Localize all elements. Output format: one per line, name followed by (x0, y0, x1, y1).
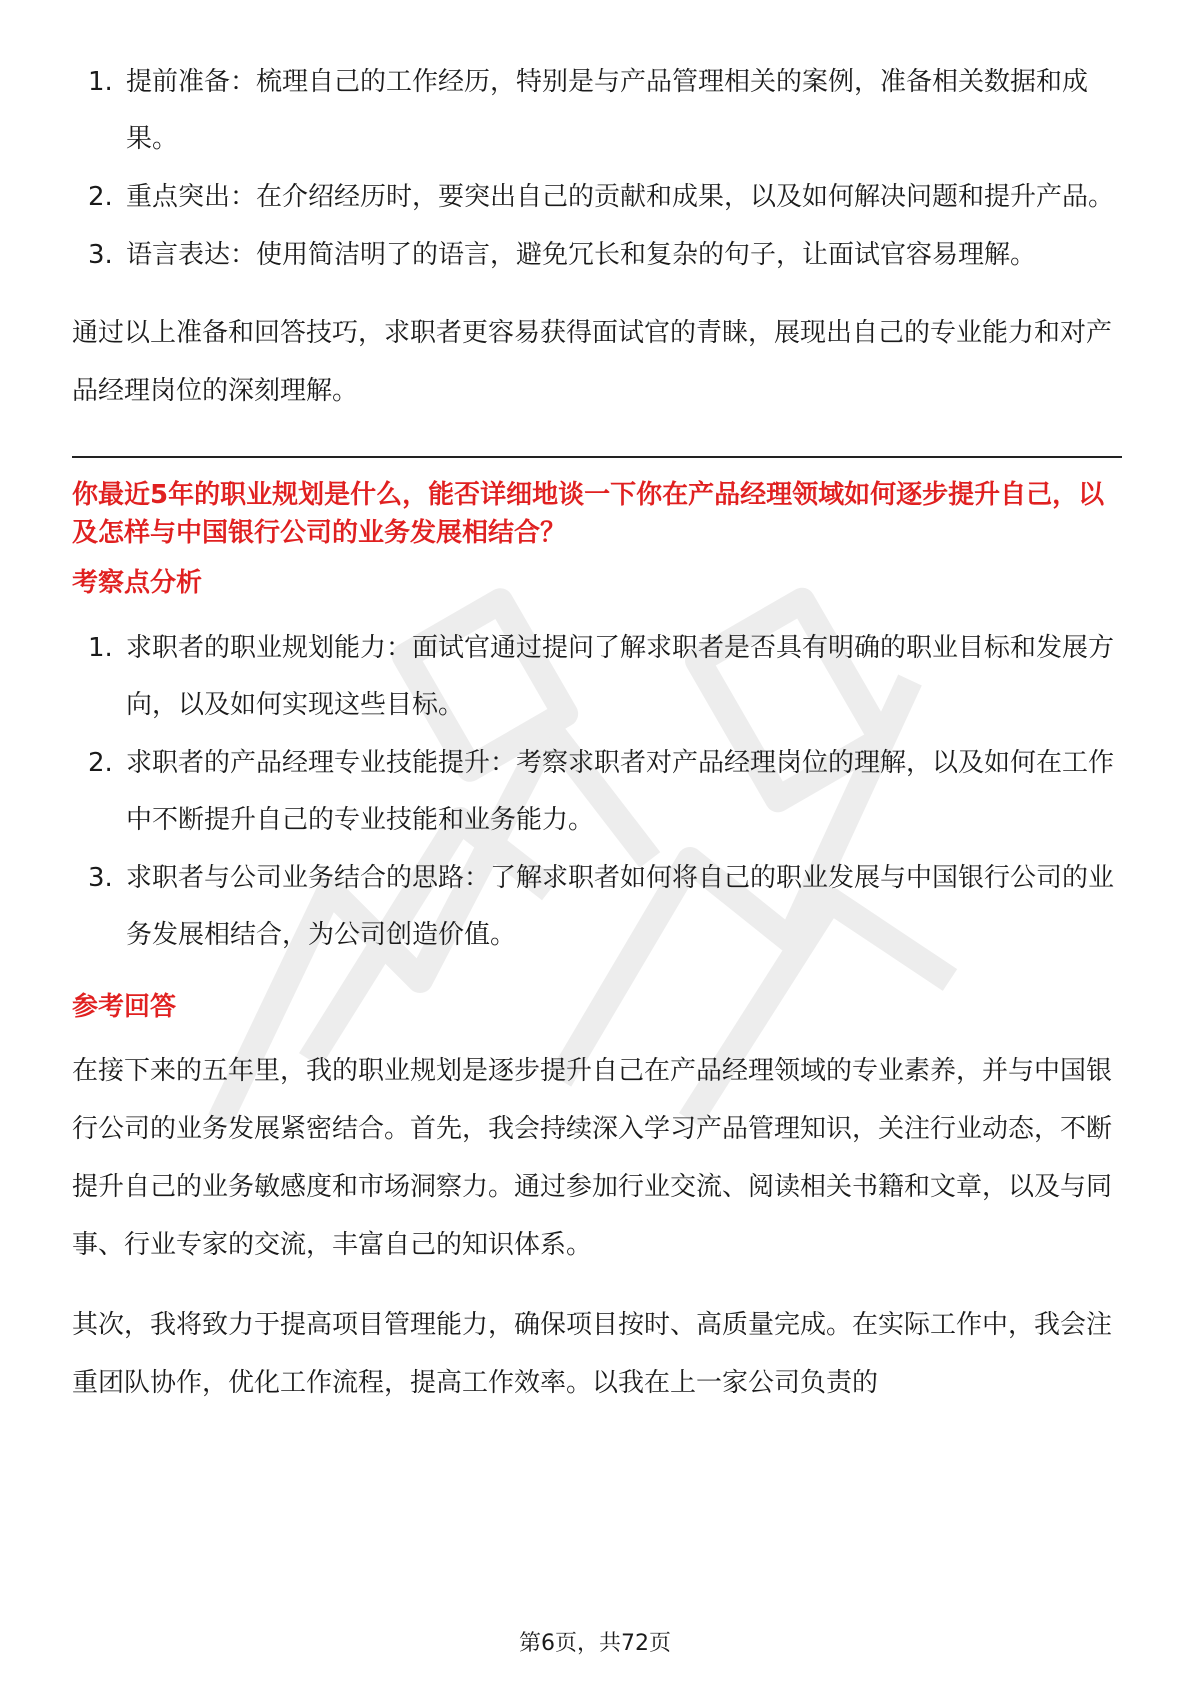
list-number: 2. (88, 748, 113, 778)
list-item (72, 735, 1122, 849)
list-number: 3. (88, 240, 113, 270)
list-item (72, 54, 1122, 168)
interview-question: 你最近5年的职业规划是什么，能否详细地谈一下你在产品经理领域如何逐步提升自己，以及怎样与中国银行公司的业务发展相结合？ (72, 480, 1105, 548)
list-text: 提前准备：梳理自己的工作经历，特别是与产品管理相关的案例，准备相关数据和成果。 (126, 67, 1089, 154)
tips-list (72, 54, 1122, 284)
summary-paragraph: 通过以上准备和回答技巧，求职者更容易获得面试官的青睐，展现出自己的专业能力和对产品经理岗位的深刻理解。 (72, 318, 1113, 406)
reference-heading: 参考回答 (72, 992, 177, 1022)
document-page (72, 54, 1122, 1412)
answer-paragraph: 在接下来的五年里，我的职业规划是逐步提升自己在产品经理领域的专业素养，并与中国银行公司的业务发展紧密结合。首先，我会持续深入学习产品管理知识，关注行业动态，不断提升自己的业务敏感度和市场洞察力。通过参加行业交流、阅读相关书籍和文章，以及与同事、行业专家的交流，丰富自己的知识体系。 (72, 1056, 1113, 1260)
list-item (72, 620, 1122, 734)
analysis-heading: 考察点分析 (72, 568, 203, 598)
list-item (72, 850, 1122, 964)
list-number: 1. (88, 67, 113, 97)
answer-paragraph: 其次，我将致力于提高项目管理能力，确保项目按时、高质量完成。在实际工作中，我会注重团队协作，优化工作流程，提高工作效率。以我在上一家公司负责的 (72, 1310, 1113, 1398)
list-item (72, 169, 1122, 226)
list-text: 重点突出：在介绍经历时，要突出自己的贡献和成果，以及如何解决问题和提升产品。 (126, 182, 1115, 212)
analysis-list (72, 620, 1122, 964)
list-text: 求职者的职业规划能力：面试官通过提问了解求职者是否具有明确的职业目标和发展方向，以及如何实现这些目标。 (126, 633, 1115, 720)
list-text: 求职者的产品经理专业技能提升：考察求职者对产品经理岗位的理解，以及如何在工作中不断提升自己的专业技能和业务能力。 (126, 748, 1115, 835)
list-text: 求职者与公司业务结合的思路：了解求职者如何将自己的职业发展与中国银行公司的业务发展相结合，为公司创造价值。 (126, 863, 1115, 950)
list-number: 1. (88, 633, 113, 663)
list-text: 语言表达：使用简洁明了的语言，避免冗长和复杂的句子，让面试官容易理解。 (126, 240, 1037, 270)
list-number: 2. (88, 182, 113, 212)
page-footer: 第6页，共72页 (519, 1631, 671, 1656)
list-number: 3. (88, 863, 113, 893)
section-divider (72, 456, 1122, 458)
list-item (72, 227, 1122, 284)
